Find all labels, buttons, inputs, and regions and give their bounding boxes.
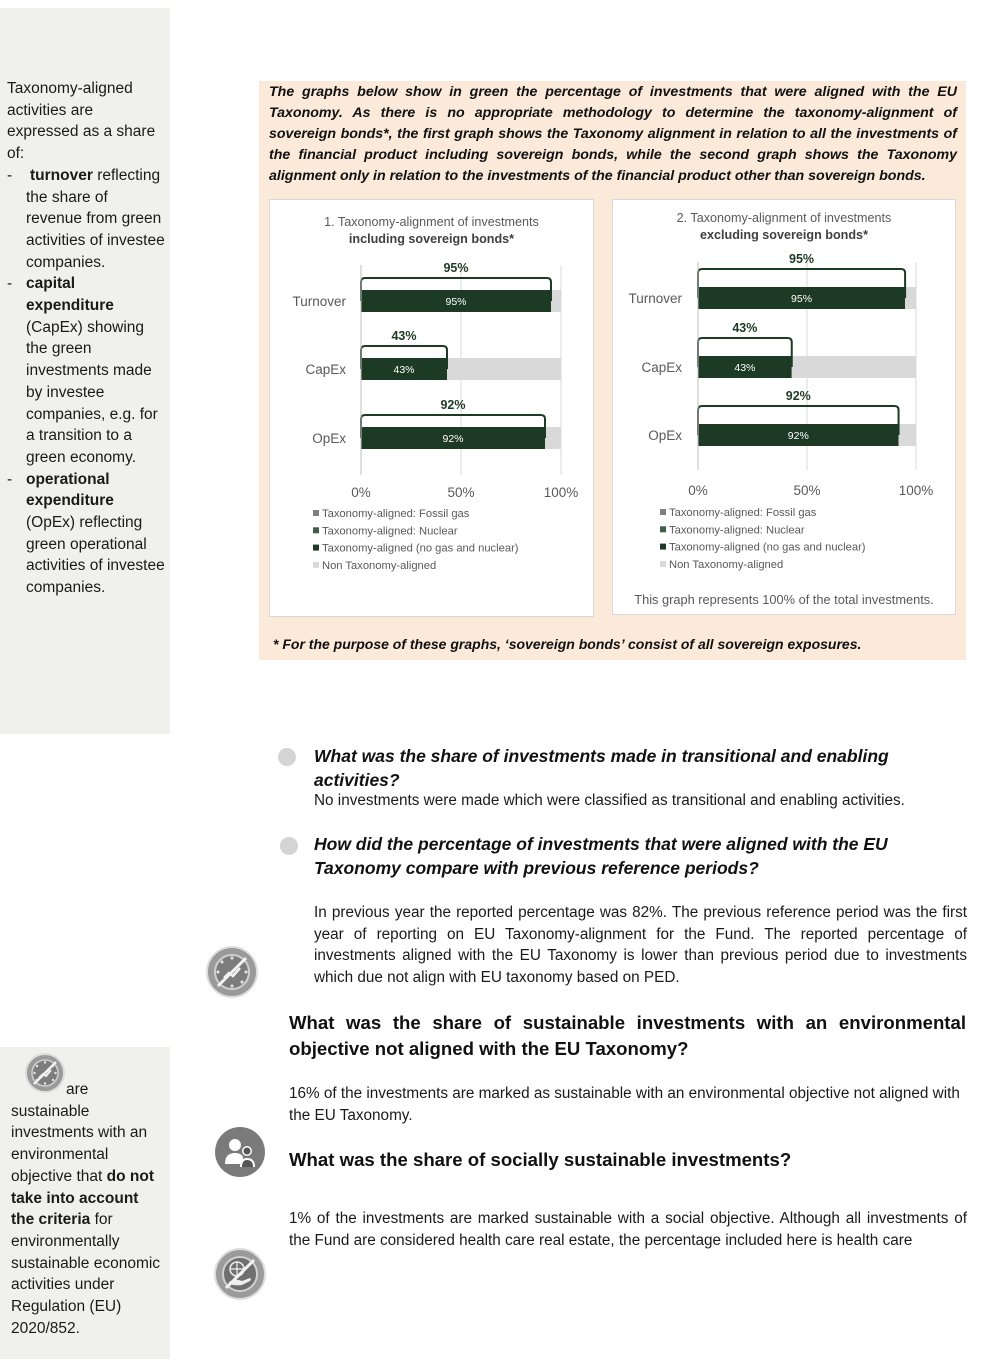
chart-excluding-sovereign-bonds — [612, 199, 956, 615]
callout-label: 92% — [785, 389, 811, 403]
bar-segment — [447, 358, 561, 380]
legend-label: Taxonomy-aligned: Fossil gas — [669, 507, 817, 519]
legend-swatch — [660, 526, 666, 532]
bar-segment — [899, 424, 916, 446]
x-tick-label: 0% — [351, 485, 371, 500]
callout-label: 43% — [732, 321, 758, 335]
legend-label: Taxonomy-aligned: Nuclear — [322, 525, 458, 538]
q-social-title: What was the share of socially sustainable investments? — [289, 1149, 792, 1170]
sidebar-not-aligned-text: are sustainable investments with an environmental objective that do not take into account the criteria for environmentally sustainable economic activities under Regulation (EU) 2020/852. — [11, 1081, 161, 1337]
legend-label: Taxonomy-aligned: Nuclear — [669, 524, 805, 537]
chart2-svg — [613, 200, 955, 614]
callout-label: 95% — [443, 261, 469, 275]
q-previous-periods-answer: In previous year the reported percentage was 82%. The previous reference period was the first year of reporting on EU Taxonomy-alignment for the Fund. The reported percentage of investments aligned with the EU Taxonomy is lower than previous period due to investments which due not align with EU taxonomy based on PED. — [314, 904, 967, 986]
sidebar-item-turnover: - turnover reflecting the share of revenue from green activities of investee companies. — [7, 166, 165, 271]
sidebar-definitions — [7, 78, 165, 599]
legend-swatch — [660, 544, 666, 550]
legend-label: Non Taxonomy-aligned — [322, 559, 437, 572]
callout-label: 95% — [789, 252, 815, 266]
category-label: Turnover — [628, 291, 682, 306]
sidebar-list — [7, 165, 165, 599]
graphs-intro-text: The graphs below show in green the percentage of investments that were aligned with the EU Taxonomy. As there is no appropriate methodology to determine the taxonomy-alignment of sovereign bonds*, the first graph shows the Taxonomy alignment in relation to all the investments of the financial product including sovereign bonds, while the second graph shows the Taxonomy alignment only in relation to the investments of the financial product other than sovereign bonds. — [269, 84, 957, 184]
chart1-svg — [270, 200, 593, 616]
bar-data-label: 43% — [734, 362, 756, 374]
bar-segment — [792, 356, 916, 378]
bar-data-label: 95% — [445, 296, 467, 308]
q-env-not-aligned-title: What was the share of sustainable investments with an environmental objective not aligned with the EU Taxonomy? — [289, 1012, 966, 1059]
category-label: Turnover — [292, 294, 346, 309]
legend-label: Non Taxonomy-aligned — [669, 558, 784, 571]
bar-segment — [551, 290, 561, 312]
x-tick-label: 50% — [793, 483, 821, 498]
x-tick-label: 100% — [543, 485, 579, 500]
sidebar-intro: Taxonomy-aligned activities are expressed as a share of: — [7, 80, 156, 163]
not-eu-taxonomy-icon — [206, 946, 258, 998]
chart2-title: 2. Taxonomy-alignment of investments excluding sovereign bonds* — [676, 211, 892, 242]
legend-label: Taxonomy-aligned (no gas and nuclear) — [322, 542, 519, 555]
q-transitional-enabling-answer: No investments were made which were classified as transitional and enabling activities. — [314, 792, 905, 809]
legend-label: Taxonomy-aligned (no gas and nuclear) — [669, 541, 866, 554]
x-tick-label: 50% — [447, 485, 475, 500]
category-label: OpEx — [648, 428, 682, 443]
bullet-icon — [278, 748, 296, 766]
q-previous-periods-title: How did the percentage of investments that were aligned with the EU Taxonomy compare with previous reference periods? — [314, 834, 888, 878]
legend-label: Taxonomy-aligned: Fossil gas — [322, 508, 470, 520]
bar-segment — [905, 287, 916, 309]
sidebar-item-capex: - capital expenditure (CapEx) showing the green investments made by investee companies, e.g. for a transition to a green economy. — [7, 275, 158, 466]
x-tick-label: 100% — [898, 483, 934, 498]
legend-swatch — [313, 527, 319, 533]
bar-data-label: 92% — [787, 430, 809, 442]
bullet-icon — [280, 837, 298, 855]
q-env-not-aligned-answer: 16% of the investments are marked as sustainable with an environmental objective not aligned with the EU Taxonomy. — [289, 1085, 960, 1124]
bar-data-label: 43% — [393, 364, 415, 376]
legend-swatch — [313, 562, 319, 568]
bar-segment — [545, 427, 561, 449]
legend-swatch — [313, 545, 319, 551]
q-social-answer: 1% of the investments are marked sustainable with a social objective. Although all investments of the Fund are considered health care real estate, the percentage included here is health care — [289, 1210, 967, 1249]
legend-swatch — [660, 509, 666, 515]
chart1-title: 1. Taxonomy-alignment of investments including sovereign bonds* — [324, 215, 539, 246]
sovereign-bonds-footnote: * For the purpose of these graphs, ‘sovereign bonds’ consist of all sovereign exposures. — [273, 636, 862, 652]
chart2-note: This graph represents 100% of the total investments. — [634, 592, 934, 607]
category-label: OpEx — [312, 431, 346, 446]
category-label: CapEx — [305, 362, 346, 377]
callout-label: 43% — [391, 329, 417, 343]
legend-swatch — [313, 510, 319, 516]
x-tick-label: 0% — [688, 483, 708, 498]
social-people-icon — [214, 1126, 266, 1178]
bar-data-label: 95% — [791, 293, 813, 305]
legend-swatch — [660, 561, 666, 567]
chart-including-sovereign-bonds — [269, 199, 594, 617]
bar-data-label: 92% — [442, 433, 464, 445]
category-label: CapEx — [641, 360, 682, 375]
callout-label: 92% — [440, 398, 466, 412]
sidebar-item-opex: - operational expenditure (OpEx) reflecting green operational activities of investee companies. — [7, 470, 165, 597]
q-transitional-enabling-title: What was the share of investments made in transitional and enabling activities? — [314, 746, 889, 790]
globe-hand-icon — [214, 1248, 266, 1300]
